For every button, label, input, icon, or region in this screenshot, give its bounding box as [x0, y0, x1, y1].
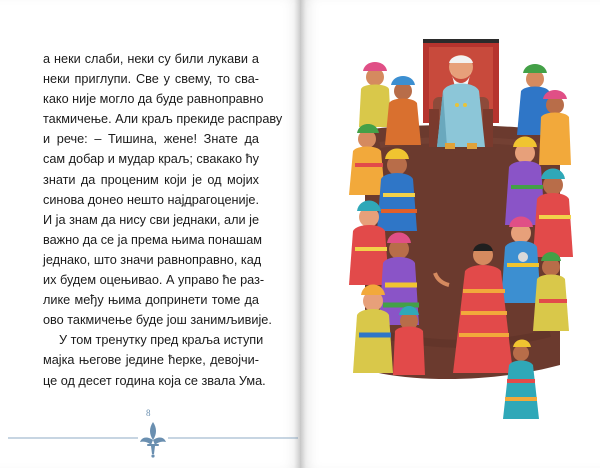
text-line-13: лике међу њима допринети томе да [43, 293, 259, 308]
text-line-17: це од десет година која се звала Ума. [43, 373, 266, 388]
text-line-1: а неки слаби, неки су били лукави а [43, 52, 259, 66]
text-line-6: сам добар и мудар краљ; свакако ћу [43, 152, 259, 167]
text-line-5: и рече: – Тишина, жене! Знате да [43, 132, 259, 147]
text-line-8: синова донео нешто најдрагоценије. [43, 192, 259, 207]
text-line-12: их будем оцењивао. А управо ће раз- [43, 273, 265, 288]
text-line-4: такмичење. Али краљ прекиде расправу [43, 112, 283, 127]
fleur-de-lis-divider-icon [8, 418, 298, 458]
text-line-3: како није могло да буде равноправно [43, 92, 264, 107]
text-line-16: мајка његове једине ћерке, девојчи- [43, 353, 259, 368]
text-line-15: У том тренутку пред краља иступи [59, 333, 264, 348]
text-line-11: једнако, што значи равноправно, кад [43, 252, 262, 267]
text-line-14: ово такмичење буде још занимљивије. [43, 313, 272, 328]
book-gutter [294, 0, 306, 468]
king-on-throne-with-crowd-illustration-icon [345, 35, 575, 430]
body-text [43, 49, 283, 391]
text-line-7: знати да проценим који је од мојих [43, 172, 259, 187]
text-line-2: неки приглупи. Све у свему, то сва- [43, 72, 259, 87]
page-number: 8 [146, 408, 151, 418]
text-line-9: И ја знам да нису сви једнаки, али је [43, 212, 259, 227]
text-line-10: важно да се ја према њима понашам [43, 232, 262, 247]
